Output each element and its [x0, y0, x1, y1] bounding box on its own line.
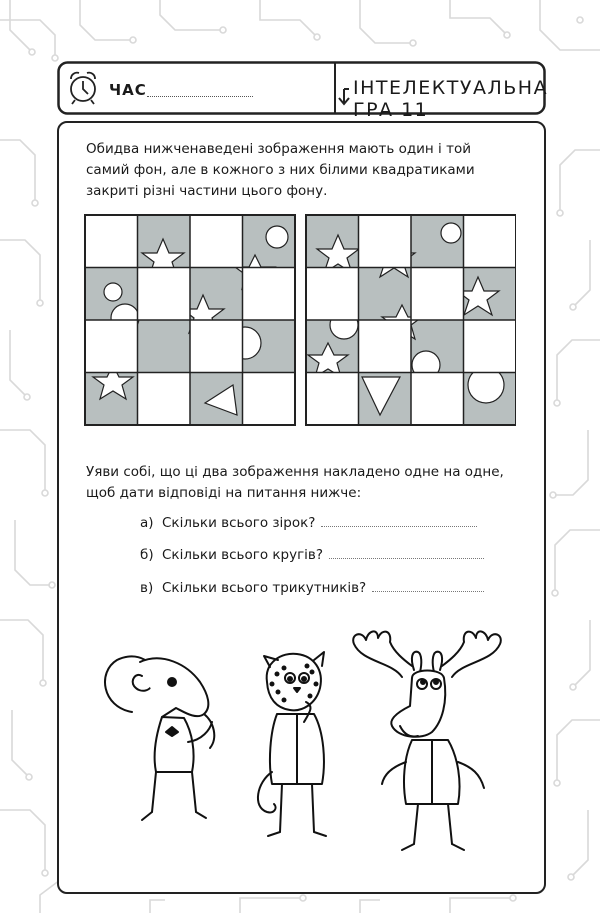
answer-line-a[interactable] [321, 525, 477, 527]
header [57, 61, 549, 121]
time-label: ЧАС [109, 81, 147, 99]
question-text: Скільки всього трикутників? [162, 580, 367, 596]
question-b [140, 547, 484, 563]
white-cover-square [138, 268, 191, 321]
puzzle-left [85, 215, 295, 425]
white-cover-square [306, 268, 359, 321]
time-answer-line[interactable] [147, 96, 253, 97]
question-c [140, 580, 484, 596]
white-cover-square [306, 373, 359, 426]
question-letter: б) [140, 547, 154, 563]
question-text: Скільки всього зірок? [162, 515, 316, 531]
circle-shape [266, 226, 288, 248]
white-cover-square [190, 215, 243, 268]
white-cover-square [243, 268, 296, 321]
white-cover-square [359, 320, 412, 373]
cheetah-illustration [258, 652, 326, 836]
white-cover-square [85, 320, 138, 373]
white-cover-square [464, 320, 517, 373]
white-cover-square [243, 373, 296, 426]
moose-illustration [353, 631, 501, 850]
game-title: ІНТЕЛЕКТУАЛЬНА ГРА 11 [353, 77, 549, 121]
white-cover-square [411, 268, 464, 321]
puzzle-images [84, 214, 516, 426]
white-cover-square [190, 320, 243, 373]
circle-shape [104, 283, 122, 301]
question-letter: в) [140, 580, 154, 596]
characters-illustration [92, 622, 522, 872]
question-a [140, 515, 477, 531]
ram-illustration [105, 656, 214, 820]
white-cover-square [359, 215, 412, 268]
question-letter: а) [140, 515, 154, 531]
intro-text: Обидва нижченаведені зображення мають один і той самий фон, але в кожного з них білими квадратиками закриті різні частини цього фону. [86, 141, 475, 199]
white-cover-square [138, 373, 191, 426]
white-cover-square [85, 215, 138, 268]
puzzle-right [306, 215, 516, 425]
task-text: Уяви собі, що ці два зображення накладено одне на одне, щоб дати відповіді на питання нижче: [86, 464, 504, 501]
question-text: Скільки всього кругів? [162, 547, 324, 563]
circle-shape [441, 223, 461, 243]
answer-line-c[interactable] [372, 590, 484, 592]
answer-line-b[interactable] [329, 557, 484, 559]
white-cover-square [464, 215, 517, 268]
white-cover-square [411, 373, 464, 426]
